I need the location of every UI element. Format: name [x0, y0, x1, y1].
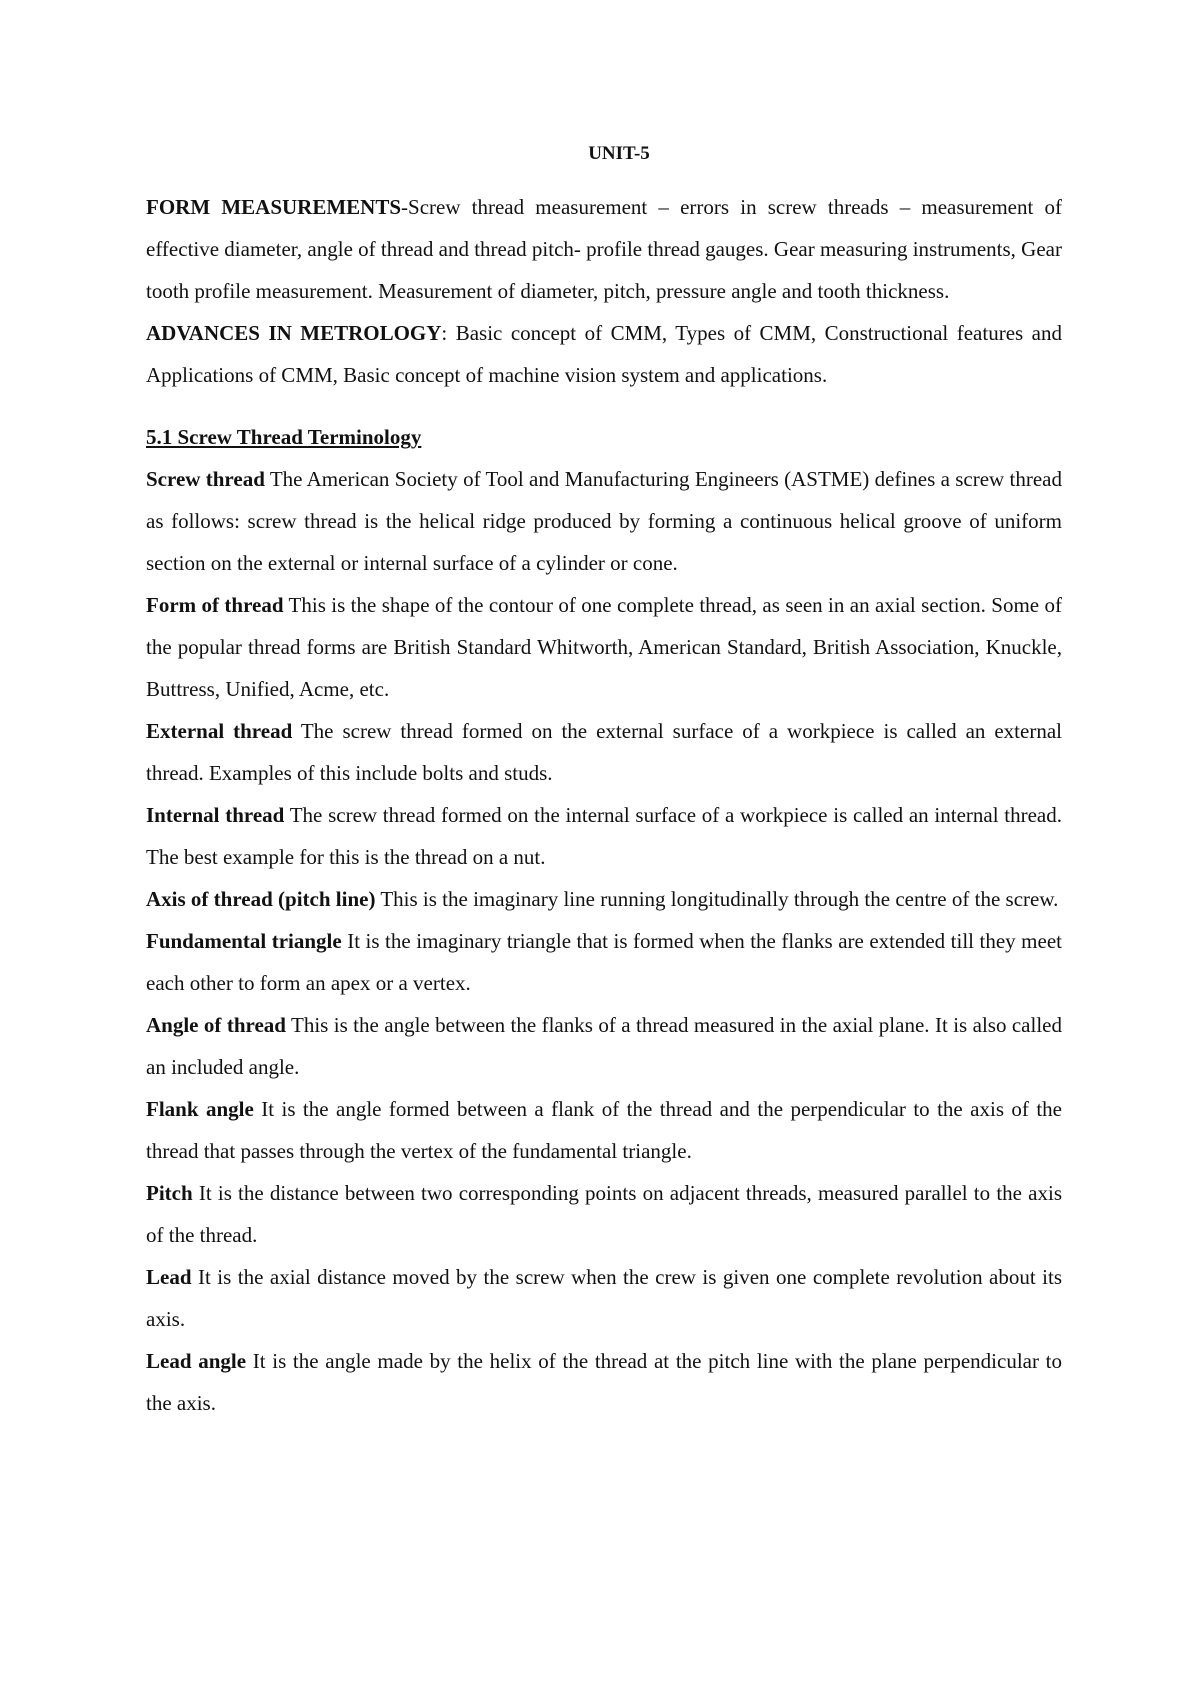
term-name: Fundamental triangle [146, 929, 342, 953]
term-paragraph [146, 1256, 1062, 1340]
advances-heading: ADVANCES IN METROLOGY [146, 321, 442, 345]
syllabus-advances-in-metrology [146, 312, 1062, 396]
term-paragraph [146, 458, 1062, 584]
term-paragraph [146, 1172, 1062, 1256]
term-paragraph [146, 584, 1062, 710]
form-measurements-text: -Screw thread measurement – errors in screw threads – measurement of effective diameter, angle of thread and thread pitch- profile thread gauges. Gear measuring instruments, Gear tooth profile measurement. Measurement of diameter, pitch, pressure angle and tooth thickness. [146, 195, 1062, 303]
advances-text: : Basic concept of CMM, Types of CMM, Constructional features and Applications of CMM, Basic concept of machine vision system and applications. [146, 321, 1062, 387]
term-paragraph [146, 920, 1062, 1004]
term-definition: This is the shape of the contour of one complete thread, as seen in an axial section. Some of the popular thread forms are British Standard Whitworth, American Standard, British Association, Knuckle, Buttress, Unified, Acme, etc. [146, 593, 1062, 701]
term-name: Axis of thread (pitch line) [146, 887, 376, 911]
term-definition: This is the angle between the flanks of a thread measured in the axial plane. It is also called an included angle. [146, 1013, 1062, 1079]
term-definition: This is the imaginary line running longitudinally through the centre of the screw. [375, 887, 1059, 911]
form-measurements-heading: FORM MEASUREMENTS [146, 195, 402, 219]
term-definition: It is the distance between two corresponding points on adjacent threads, measured parallel to the axis of the thread. [146, 1181, 1062, 1247]
term-definition: It is the angle formed between a flank of the thread and the perpendicular to the axis of the thread that passes through the vertex of the fundamental triangle. [146, 1097, 1062, 1163]
term-name: Pitch [146, 1181, 193, 1205]
term-paragraph [146, 878, 1062, 920]
term-definition: It is the axial distance moved by the screw when the crew is given one complete revolution about its axis. [146, 1265, 1062, 1331]
term-name: Internal thread [146, 803, 285, 827]
syllabus-form-measurements [146, 186, 1062, 312]
term-name: Screw thread [146, 467, 265, 491]
unit-title: UNIT-5 [588, 143, 650, 164]
term-definition: The screw thread formed on the external surface of a workpiece is called an external thread. Examples of this include bolts and studs. [146, 719, 1062, 785]
term-paragraph [146, 1004, 1062, 1088]
term-name: External thread [146, 719, 293, 743]
term-paragraph [146, 710, 1062, 794]
term-name: Lead angle [146, 1349, 247, 1373]
term-name: Angle of thread [146, 1013, 286, 1037]
term-definition: The American Society of Tool and Manufacturing Engineers (ASTME) defines a screw thread as follows: screw thread is the helical ridge produced by forming a continuous helical groove of uniform section on the external or internal surface of a cylinder or cone. [146, 467, 1062, 575]
term-definition: The screw thread formed on the internal surface of a workpiece is called an internal thread. The best example for this is the thread on a nut. [146, 803, 1062, 869]
term-paragraph [146, 794, 1062, 878]
term-paragraph [146, 1340, 1062, 1424]
term-name: Lead [146, 1265, 192, 1289]
term-name: Form of thread [146, 593, 284, 617]
term-definition: It is the angle made by the helix of the thread at the pitch line with the plane perpendicular to the axis. [146, 1349, 1062, 1415]
term-name: Flank angle [146, 1097, 254, 1121]
term-definition: It is the imaginary triangle that is formed when the flanks are extended till they meet each other to form an apex or a vertex. [146, 929, 1062, 995]
section-heading: 5.1 Screw Thread Terminology [146, 425, 422, 449]
term-paragraph [146, 1088, 1062, 1172]
